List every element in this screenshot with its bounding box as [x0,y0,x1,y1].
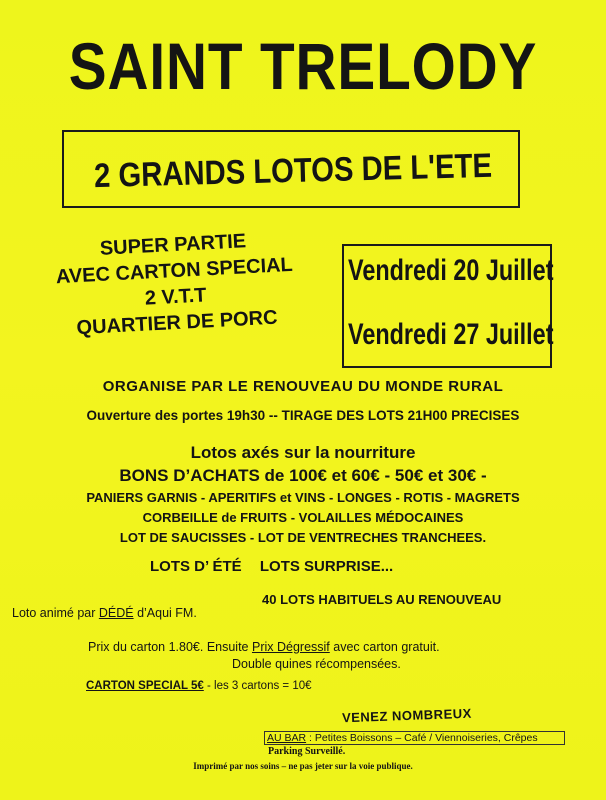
venez-nombreux: VENEZ NOMBREUX [341,705,473,726]
price-suffix: avec carton gratuit. [329,640,440,654]
animator-suffix: d’Aqui FM. [133,606,197,620]
parking-line: Parking Surveillé. [268,746,346,757]
lots-surprise-label: LOTS SURPRISE... [259,558,394,575]
super-partie-line: 2 V.T.T [144,284,207,310]
prize-line: PANIERS GARNIS - APERITIFS et VINS - LONGES - ROTIS - MAGRETS [86,490,520,505]
prize-line: CORBEILLE de FRUITS - VOLAILLES MÉDOCAINES [142,510,464,525]
super-partie-line: SUPER PARTIE [99,230,247,260]
bar-line [264,731,565,745]
poster-title: SAINT TRELODY [68,29,538,103]
doors-time-line: Ouverture des portes 19h30 -- TIRAGE DES LOTS 21H00 PRECISES [86,408,520,423]
price-degressif: Prix Dégressif [251,640,330,654]
lots-surprise-line [150,558,407,575]
bons-achats-line: BONS D’ACHATS de 100€ et 60€ - 50€ et 30€ - [119,466,487,485]
carton-special-rest: - les 3 cartons = 10€ [203,680,312,692]
animator-line [12,606,197,620]
bar-label: AU BAR [267,732,307,744]
event-date: Vendredi 20 Juillet [348,254,554,287]
price-prefix: Prix du carton 1.80€. Ensuite [88,640,252,654]
habituels-line: 40 LOTS HABITUELS AU RENOUVEAU [262,592,502,607]
organiser-line: ORGANISE PAR LE RENOUVEAU DU MONDE RURAL [102,378,504,395]
print-notice: Imprimé par nos soins – ne pas jeter sur la voie publique. [193,761,413,771]
super-partie-line: QUARTIER DE PORC [76,306,279,340]
event-date: Vendredi 27 Juillet [348,318,554,351]
poster-subtitle: 2 GRANDS LOTOS DE L'ETE [93,146,493,196]
lots-ete-label: LOTS D’ ÉTÉ [150,558,242,575]
carton-special-label: CARTON SPECIAL 5€ [86,680,204,692]
prize-line: LOT DE SAUCISSES - LOT DE VENTRECHES TRANCHEES. [119,530,487,545]
super-partie-block [27,224,322,343]
super-partie-line: AVEC CARTON SPECIAL [55,253,294,289]
animator-name: DÉDÉ [98,606,134,620]
animator-prefix: Loto animé par [12,606,99,620]
carton-special-line [86,680,312,692]
lotos-heading: Lotos axés sur la nourriture [190,443,416,462]
carton-price-line [88,640,440,654]
quines-line: Double quines récompensées. [232,657,401,671]
bar-details: : Petites Boissons – Café / Viennoiseries, Crêpes [306,732,538,744]
